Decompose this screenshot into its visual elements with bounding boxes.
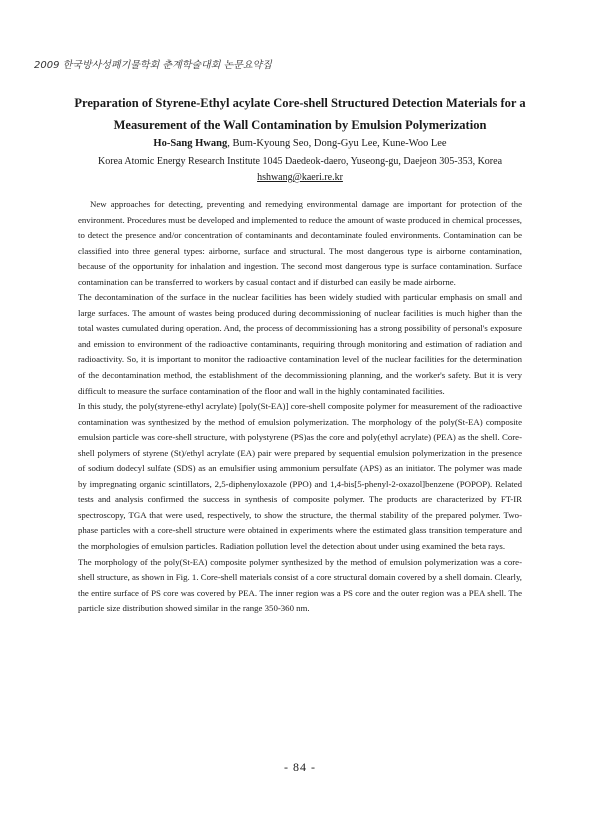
paragraph-4: The morphology of the poly(St-EA) composite polymer synthesized by the method of emulsion polymerization was a core-shell structure, as shown in Fig. 1. Core-shell materials consist of a core structural domain covered by a shell domain. Clearly, the entire surface of PS core was covered by PEA. The inner region was a PS core and the outer region was a PEA shell. The particle size distribution showed similar in the range 350-360 nm. [78,556,522,614]
paragraph-2: The decontamination of the surface in the nuclear facilities has been widely studied with particular emphasis on small and large surfaces. The amount of wastes being produced during decommissioning of nuclear facilities is much higher than the total wastes cumulated during operation. And, the process of decommissioning has a strong possibility of personal's exposure and emission to environment of the radioactive contaminants, requiring through monitoring and estimation of radiation and radioactivity. So, it is important to monitor the radioactive contamination level of the nuclear facilities for the determination of the decontamination method, the establishment of the decommissioning planning, and the worker's safety. But it is very difficult to measure the surface contamination of the floor and wall in the highly contaminated facilities. [78,292,522,396]
abstract-body [78,197,522,617]
email-link[interactable]: hshwang@kaeri.re.kr [257,172,343,183]
title-line-2: Measurement of the Wall Contamination by Emulsion Polymerization [113,118,487,132]
paragraph-1: New approaches for detecting, preventing and remedying environmental damage are important for protection of the environment. Procedures must be developed and implemented to reduce the amount of waste produced in chemical processes, to detect the presence and/or concentration of contaminants and decontaminate fouled environments. Contamination can be classified into three general types: airborne, surface and structural. The most dangerous type is airborne contamination, because of the opportunity for inhalation and ingestion. The second most dangerous type is surface contamination. Surface contamination can be transferred to workers by casual contact and if disturbed can easily be made airborne. [78,199,522,287]
author-list [60,136,540,152]
lead-author: Ho-Sang Hwang [153,138,228,149]
paragraph-3: In this study, the poly(styrene-ethyl acrylate) [poly(St-EA)] core-shell composite polymer for measurement of the radioactive contamination was synthesized by the method of emulsion polymerization. The morphology of the poly(St-EA) composite emulsion particle was core-shell structure, with polystyrene (PS)as the core and poly(ethyl acrylate) (PEA) as the shell. Core-shell polymers of styrene (St)/ethyl acrylate (EA) pair were prepared by sequential emulsion polymerization in the presence of sodium dodecyl sulfate (SDS) as an emulsifier using ammonium persulfate (APS) as an initiator. The polymer was made by impregnating organic scintillators, 2,5-diphenyloxazole (PPO) and 1,4-bis[5-phenyl-2-oxazol]benzene (POPOP). Related tests and analysis confirmed the success in synthesis of composite polymer. The products are characterized by FT-IR spectroscopy, TGA that were used, respectively, to show the structure, the thermal stability of the prepared polymer. Two-phase particles with a core-shell structure were obtained in experiments where the estimated glass transition temperature and the morphologies of emulsion particles. Radiation pollution level the detection about under using examined the beta rays. [78,401,522,552]
running-header: 2009 한국방사성폐기물학회 춘계학술대회 논문요약집 [34,60,272,71]
paper-title [60,92,540,136]
title-line-1: Preparation of Styrene-Ethyl acylate Core-shell Structured Detection Materials for a [74,96,526,110]
page-number: - 84 - [284,760,316,774]
co-authors: , Bum-Kyoung Seo, Dong-Gyu Lee, Kune-Woo Lee [227,138,447,149]
author-email [60,170,540,186]
affiliation: Korea Atomic Energy Research Institute 1045 Daedeok-daero, Yuseong-gu, Daejeon 305-353, Korea [97,156,503,167]
